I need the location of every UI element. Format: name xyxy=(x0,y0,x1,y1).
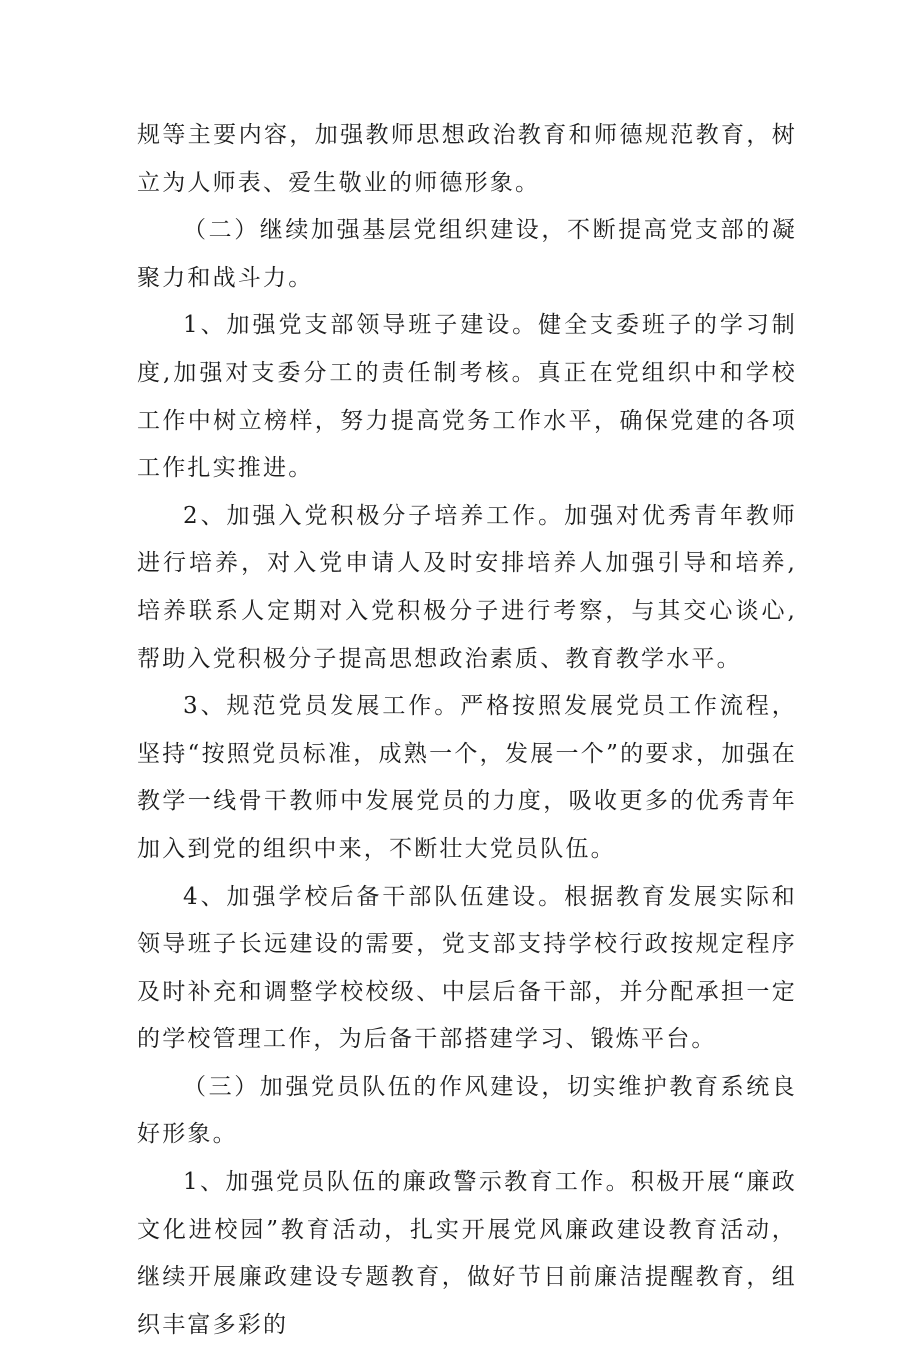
paragraph-item-3-1: 1、加强党员队伍的廉政警示教育工作。积极开展“廉政文化进校园”教育活动，扎实开展党风廉政建设教育活动，继续开展廉政建设专题教育，做好节日前廉洁提醒教育，组织丰富多彩的 xyxy=(137,1169,797,1338)
section-heading-3: （三）加强党员队伍的作风建设，切实维护教育系统良好形象。 xyxy=(137,1073,797,1148)
paragraph-item-2-2: 2、加强入党积极分子培养工作。加强对优秀青年教师进行培养，对入党申请人及时安排培养人加强引导和培养,培养联系人定期对入党积极分子进行考察，与其交心谈心,帮助入党积极分子提高思想政治素质、教育教学水平。 xyxy=(137,502,797,672)
paragraph-item-2-4: 4、加强学校后备干部队伍建设。根据教育发展实际和领导班子长远建设的需要，党支部支持学校行政按规定程序及时补充和调整学校校级、中层后备干部，并分配承担一定的学校管理工作，为后备干部搭建学习、锻炼平台。 xyxy=(137,883,797,1053)
paragraph-continuation: 规等主要内容，加强教师思想政治教育和师德规范教育，树立为人师表、爱生敬业的师德形象。 xyxy=(137,122,797,196)
paragraph-item-2-3: 3、规范党员发展工作。严格按照发展党员工作流程，坚持“按照党员标准，成熟一个，发展一个”的要求，加强在教学一线骨干教师中发展党员的力度，吸收更多的优秀青年加入到党的组织中来，不断壮大党员队伍。 xyxy=(137,693,797,862)
document-body xyxy=(137,112,797,1349)
paragraph-item-2-1: 1、加强党支部领导班子建设。健全支委班子的学习制度,加强对支委分工的责任制考核。真正在党组织中和学校工作中树立榜样，努力提高党务工作水平，确保党建的各项工作扎实推进。 xyxy=(137,312,797,482)
section-heading-2: （二）继续加强基层党组织建设，不断提高党支部的凝聚力和战斗力。 xyxy=(137,217,797,291)
